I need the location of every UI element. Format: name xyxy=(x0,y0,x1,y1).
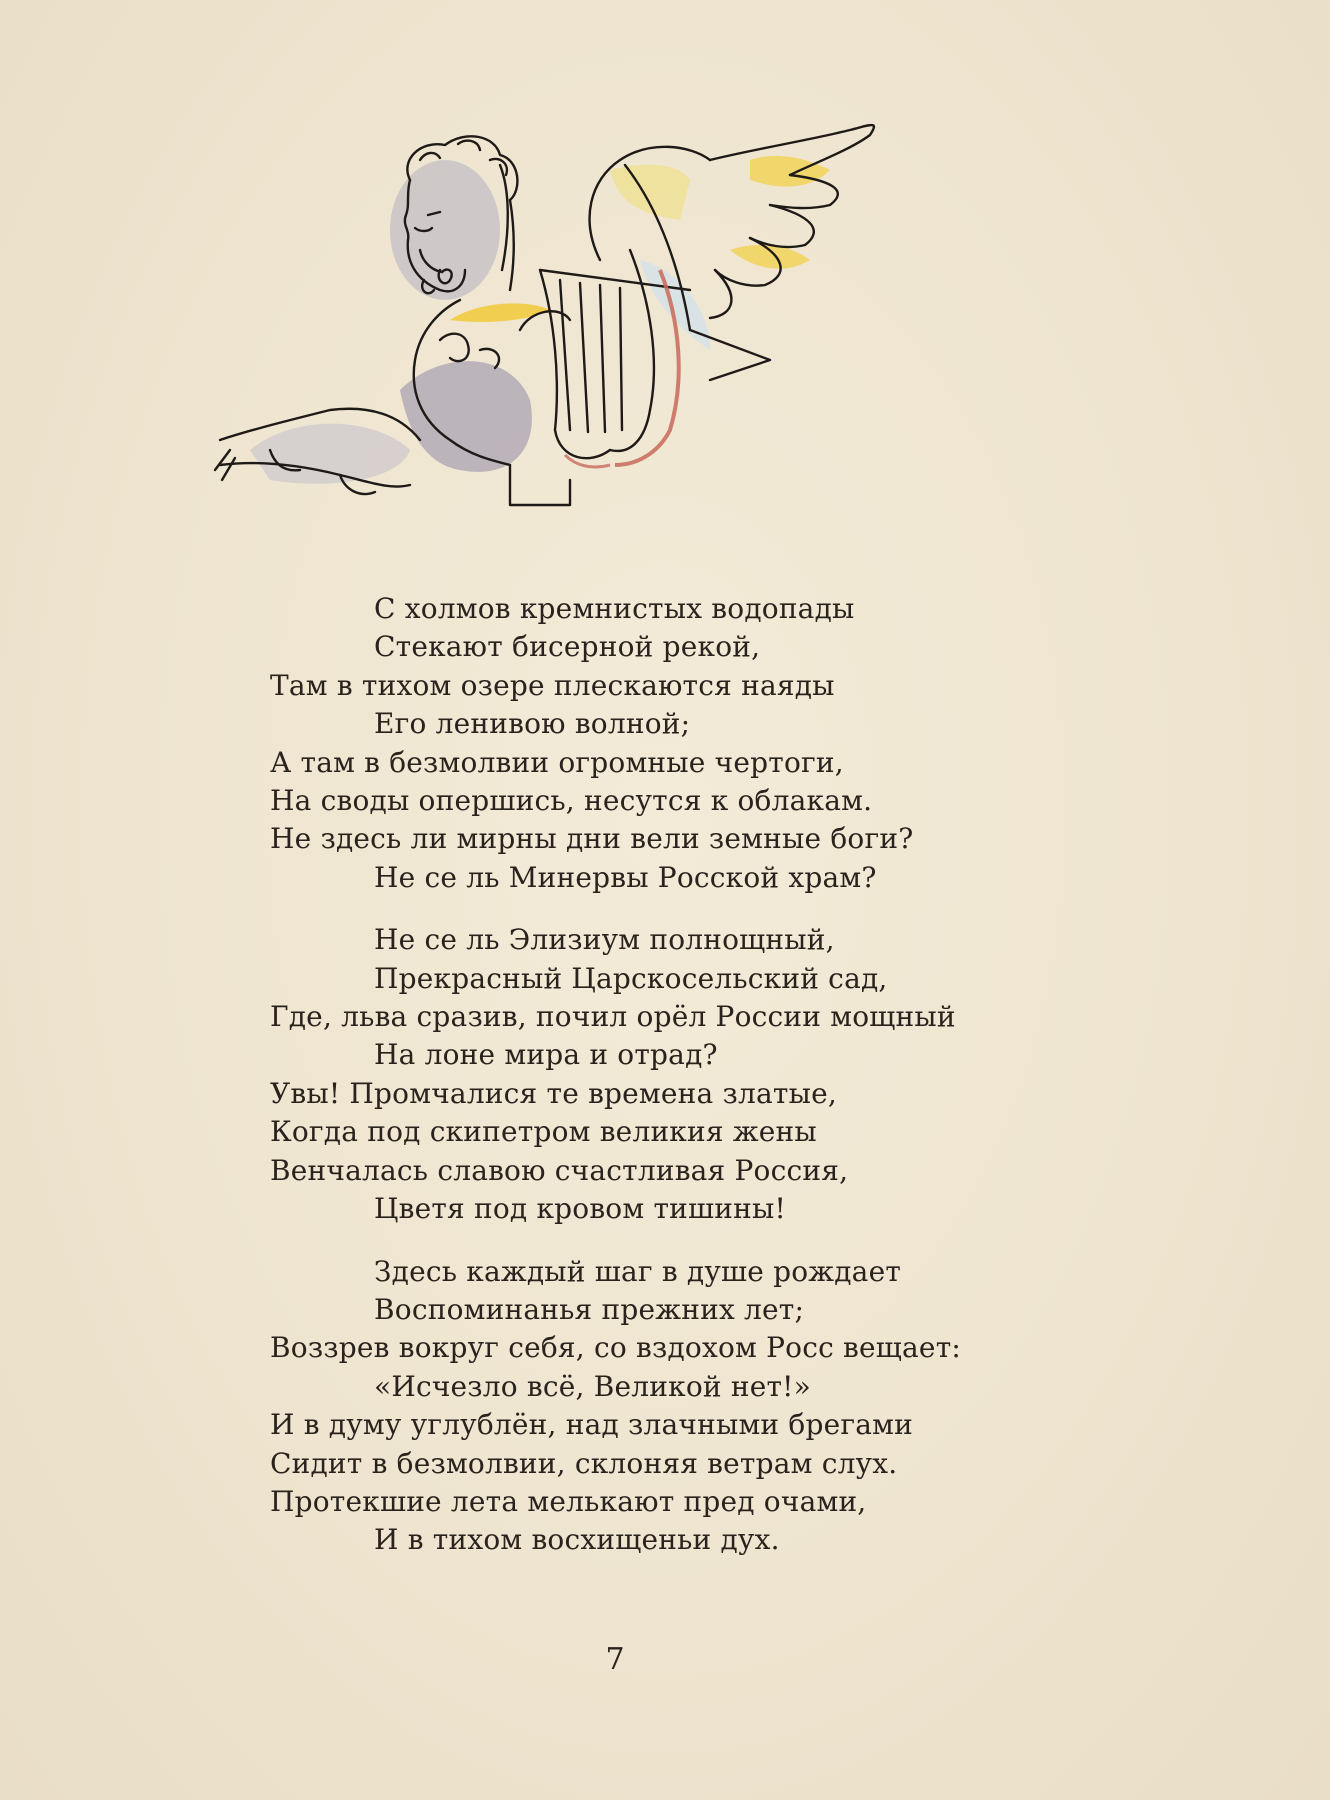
poem-line: Стекают бисерной рекой, xyxy=(374,630,761,664)
poem-line: И в тихом восхищеньи дух. xyxy=(374,1523,780,1557)
poem xyxy=(270,590,1090,1584)
poem-line: Не се ль Минервы Росской храм? xyxy=(374,860,877,894)
poem-line: Не здесь ли мирны дни вели земные боги? xyxy=(270,822,914,856)
poem-line: Увы! Промчалися те времена златые, xyxy=(270,1076,837,1110)
poem-line: На своды опершись, несутся к облакам. xyxy=(270,784,873,818)
poem-line: Там в тихом озере плескаются наяды xyxy=(270,668,835,702)
poem-line: Воспоминанья прежних лет; xyxy=(374,1292,805,1326)
poem-line: Цветя под кровом тишины! xyxy=(374,1192,786,1226)
winged-bust-with-lyre-icon xyxy=(210,120,990,560)
stanza xyxy=(270,921,1090,1228)
poem-line: На лоне мира и отрад? xyxy=(374,1038,718,1072)
stanza xyxy=(270,1253,1090,1560)
poem-line: А там в безмолвии огромные чертоги, xyxy=(270,745,844,779)
poem-line: Венчалась славою счастливая Россия, xyxy=(270,1153,849,1187)
poem-line: Его ленивою волной; xyxy=(374,707,691,741)
poem-line: Воззрев вокруг себя, со вздохом Росс вещает: xyxy=(270,1331,962,1365)
poem-line: Не се ль Элизиум полнощный, xyxy=(374,923,835,957)
poem-line: «Исчезло всё, Великой нет!» xyxy=(374,1369,811,1403)
page-number: 7 xyxy=(605,1642,625,1677)
poem-line: Прекрасный Царскосельский сад, xyxy=(374,961,888,995)
poem-line: Где, льва сразив, почил орёл России мощный xyxy=(270,1000,956,1034)
poem-line: Сидит в безмолвии, склоняя ветрам слух. xyxy=(270,1446,898,1480)
poem-line: И в думу углублён, над злачными брегами xyxy=(270,1408,913,1442)
poem-line: Протекшие лета мелькают пред очами, xyxy=(270,1484,867,1518)
poem-line: Когда под скипетром великия жены xyxy=(270,1115,817,1149)
poem-line: С холмов кремнистых водопады xyxy=(374,592,855,625)
stanza xyxy=(270,590,1090,897)
poem-line: Здесь каждый шаг в душе рождает xyxy=(374,1254,902,1288)
